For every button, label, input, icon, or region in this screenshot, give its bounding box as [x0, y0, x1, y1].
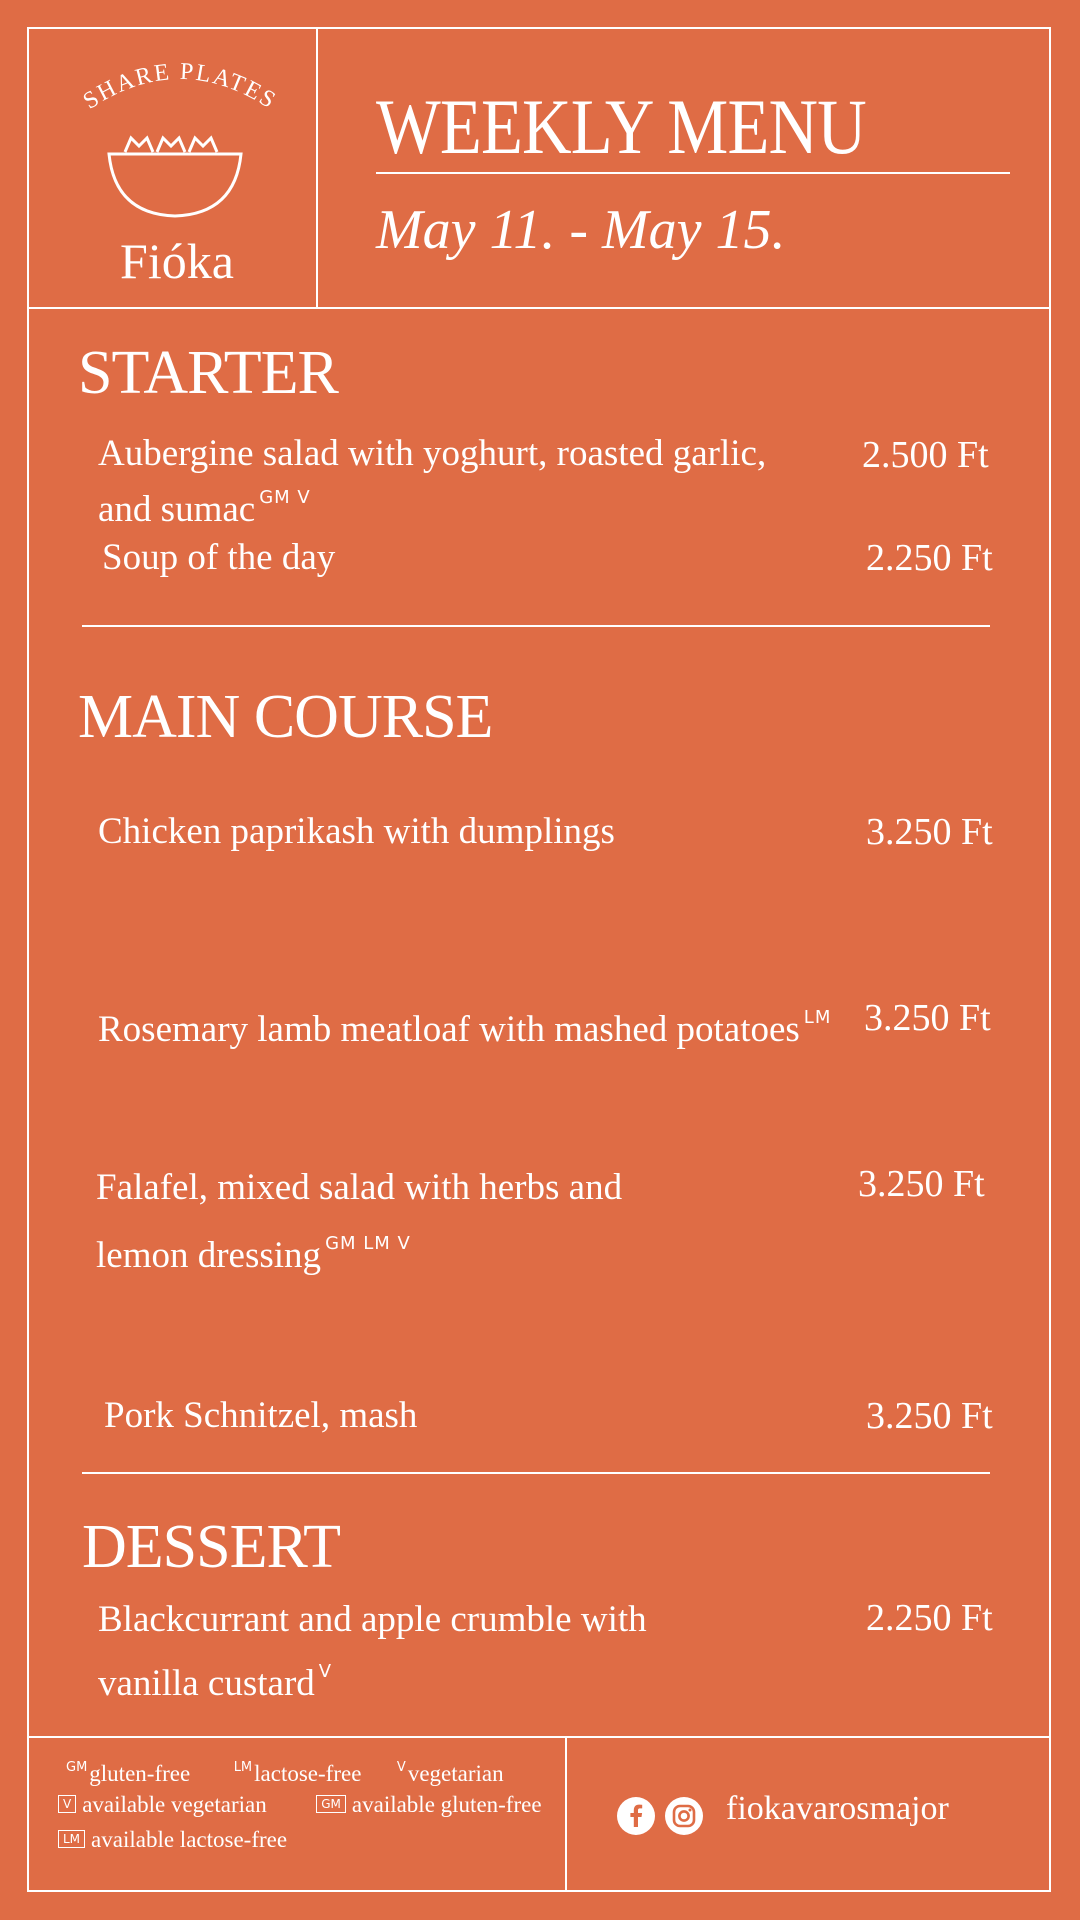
dish-line — [98, 476, 766, 532]
price-pork-schnitzel: 3.250 Ft — [866, 1395, 993, 1437]
dish-aubergine-salad — [98, 432, 766, 532]
legend-available-vegetarian: available vegetarian — [82, 1792, 267, 1817]
dish-line-text: Rosemary lamb meatloaf with mashed potatoes — [98, 1009, 800, 1050]
diet-tags: V — [318, 1661, 333, 1682]
page-title: WEEKLY MENU — [376, 83, 866, 170]
legend-row-3 — [58, 1827, 287, 1853]
legend-row-2 — [58, 1792, 542, 1818]
dish-pork-schnitzel: Pork Schnitzel, mash — [104, 1395, 418, 1436]
footer-divider — [565, 1736, 567, 1892]
dish-line: Aubergine salad with yoghurt, roasted garlic, — [98, 433, 767, 474]
dish-line — [98, 1646, 647, 1710]
dish-lamb-meatloaf — [98, 996, 831, 1052]
dish-line: Blackcurrant and apple crumble with — [98, 1599, 647, 1640]
dish-falafel — [96, 1160, 622, 1284]
date-range: May 11. - May 15. — [376, 199, 786, 261]
legend-sup: LM — [233, 1760, 253, 1775]
section-title-starter: STARTER — [78, 339, 338, 407]
dish-chicken-paprikash: Chicken paprikash with dumplings — [98, 811, 615, 852]
facebook-icon[interactable] — [617, 1797, 655, 1835]
legend-box: V — [58, 1795, 76, 1813]
diet-tags: GM LM V — [325, 1233, 411, 1254]
legend-sup: GM — [66, 1760, 88, 1775]
price-aubergine-salad: 2.500 Ft — [862, 434, 989, 476]
price-chicken-paprikash: 3.250 Ft — [866, 811, 993, 853]
starter-divider — [82, 625, 990, 627]
price-blackcurrant-crumble: 2.250 Ft — [866, 1597, 993, 1639]
legend-available-lactose-free: available lactose-free — [91, 1827, 288, 1852]
price-soup-of-the-day: 2.250 Ft — [866, 537, 993, 579]
bowl-icon — [105, 122, 245, 222]
section-title-main-course: MAIN COURSE — [78, 683, 493, 751]
instagram-icon[interactable] — [665, 1797, 703, 1835]
title-underline — [376, 172, 1010, 174]
dish-line-text: vanilla custard — [98, 1663, 315, 1704]
legend-available-gluten-free: available gluten-free — [351, 1792, 542, 1817]
dish-line-text: lemon dressing — [96, 1235, 322, 1276]
logo-arc-text — [60, 50, 300, 130]
main-divider — [82, 1472, 990, 1474]
section-title-dessert: DESSERT — [82, 1513, 340, 1581]
price-lamb-meatloaf: 3.250 Ft — [864, 997, 991, 1039]
dish-blackcurrant-crumble — [98, 1594, 647, 1710]
legend-sup: V — [396, 1760, 406, 1775]
legend-box: LM — [58, 1830, 85, 1848]
diet-tags: GM V — [259, 487, 311, 508]
dish-line: Falafel, mixed salad with herbs and — [96, 1167, 623, 1208]
dish-line — [96, 1216, 622, 1284]
svg-text:SHARE PLATES: SHARE PLATES — [78, 58, 282, 115]
legend-vegetarian: vegetarian — [407, 1761, 504, 1786]
legend-gluten-free: gluten-free — [89, 1761, 191, 1786]
legend-row-1 — [66, 1760, 504, 1787]
legend-lactose-free: lactose-free — [254, 1761, 362, 1786]
dish-line-text: and sumac — [98, 489, 256, 530]
footer-top-line — [27, 1736, 1051, 1738]
dish-soup-of-the-day: Soup of the day — [102, 537, 336, 578]
header-bottom-line — [27, 307, 1051, 309]
price-falafel: 3.250 Ft — [858, 1163, 985, 1205]
brand-name: Fióka — [120, 233, 234, 289]
social-handle[interactable]: fiokavarosmajor — [726, 1790, 949, 1827]
diet-tags: LM — [803, 1007, 832, 1028]
legend-box: GM — [316, 1795, 346, 1813]
